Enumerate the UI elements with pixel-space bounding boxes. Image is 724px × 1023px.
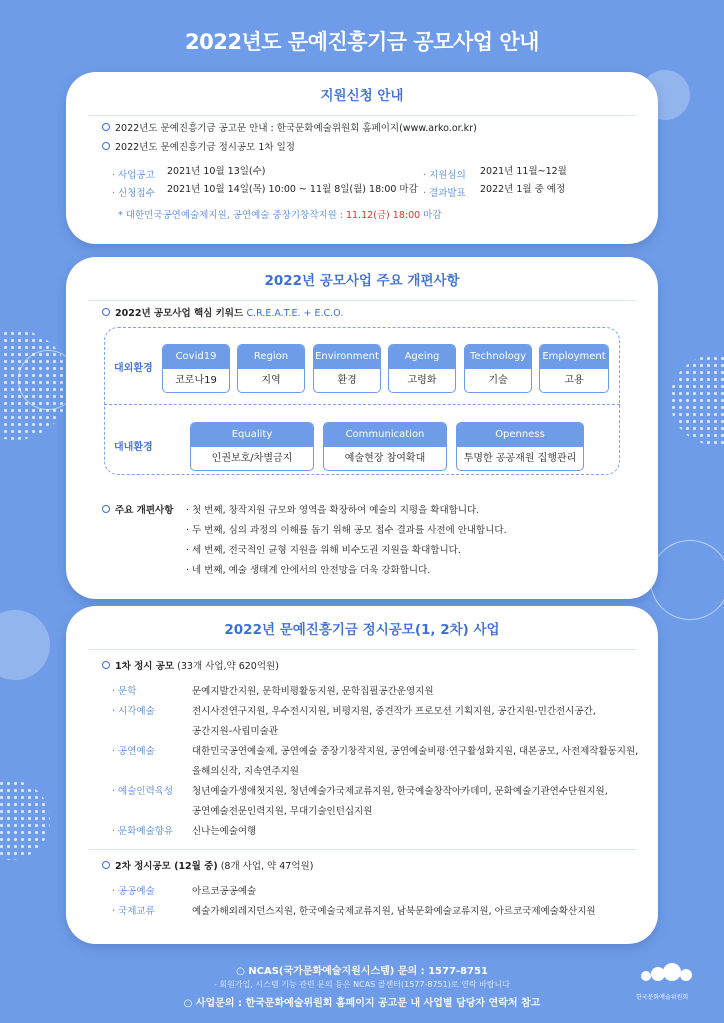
category-text: 올해의신작, 지속연주지원 — [192, 766, 299, 777]
schedule-item — [112, 163, 155, 182]
round2-title: 2차 정시공모 (12월 중) — [115, 861, 218, 872]
keyword-region — [237, 344, 305, 393]
round2-detail: (8개 사업, 약 47억원) — [220, 861, 314, 872]
category-text: 전시사전연구지원, 우수전시지원, 비평지원, 중견작가 프로모션 기획지원, 공간지원-민간전시공간, — [192, 706, 596, 717]
change-item: · 네 번째, 예술 생태계 안에서의 안전망을 더욱 강화합니다. — [186, 565, 431, 576]
category-label: · 예술인력육성 — [112, 786, 174, 797]
keyword-ko: 지역 — [261, 375, 281, 386]
keyword-environment — [313, 344, 381, 393]
ncas-contact: ○ NCAS(국가문화예술지원시스템) 문의 : 1577-8751 — [236, 966, 488, 977]
schedule-label: 사업공고 — [118, 170, 155, 181]
category-text: 공간지원-사립미술관 — [192, 726, 279, 737]
keyword-ko: 환경 — [337, 375, 357, 386]
circle-bullet-icon — [102, 308, 110, 316]
dotted-circle-decoration — [0, 780, 50, 860]
category-label: · 공연예술 — [112, 746, 155, 757]
keyword-ko: 기술 — [488, 375, 508, 386]
keyword-ko: 코로나19 — [175, 375, 217, 386]
change-item: · 세 번째, 전국적인 균형 지원을 위해 비수도권 지원을 확대합니다. — [186, 545, 461, 556]
logo-text: 한국문화예술위원회 — [636, 994, 689, 1001]
schedule-value: 2021년 10월 13일(수) — [167, 166, 266, 177]
schedule-label: 결과발표 — [429, 188, 466, 199]
schedule-value: 2021년 11월~12월 — [480, 166, 567, 177]
regular-grants-card — [66, 606, 658, 944]
notice-text: 2022년도 문예진흥기금 공고문 안내 : 한국문화예술위원회 홈페이지(www.arko.or.kr) — [115, 123, 477, 134]
schedule-value: 2021년 10월 14일(목) 10:00 ~ 11월 8일(월) 18:00 마감 — [167, 184, 418, 195]
category-text: 아르코공공예술 — [192, 886, 257, 897]
section-title: 지원신청 안내 — [88, 72, 636, 116]
page-title: 2022년도 문예진흥기금 공모사업 안내 — [185, 30, 539, 54]
change-item: · 첫 번째, 창작지원 규모와 영역을 확장하여 예술의 지평을 확대합니다. — [186, 505, 480, 516]
keyword-heading — [102, 305, 343, 319]
keyword-ko: 예술현장 참여확대 — [344, 453, 426, 464]
ring-decoration — [650, 540, 724, 620]
arko-logo-icon — [636, 962, 708, 986]
keyword-equality — [190, 422, 314, 471]
category-label: · 공공예술 — [112, 886, 155, 897]
divider — [88, 849, 636, 850]
circle-bullet-icon — [102, 861, 110, 869]
note-suffix: 마감 — [420, 210, 442, 221]
keyword-en: Technology — [465, 345, 531, 369]
application-info-card — [66, 72, 658, 244]
inquiry-contact: ○ 사업문의 : 한국문화예술위원회 홈페이지 공고문 내 사업별 담당자 연락처 참고 — [183, 998, 541, 1009]
category-text: 대한민국공연예술제, 공연예술 중장기창작지원, 공연예술비평·연구활성화지원, 대본공모, 사전제작활동지원, — [192, 746, 639, 757]
keyword-openness — [456, 422, 584, 471]
circle-bullet-icon — [102, 505, 110, 513]
bullet-dot: · — [112, 170, 119, 181]
dotted-circle-decoration — [670, 355, 724, 445]
round1-heading — [102, 658, 279, 672]
keyword-en: Environment — [314, 345, 380, 369]
keyword-ko: 고용 — [564, 375, 584, 386]
schedule-value: 2022년 1월 중 예정 — [480, 184, 566, 195]
keyword-en: Communication — [324, 423, 446, 447]
bullet-dot: · — [423, 170, 430, 181]
category-label: · 국제교류 — [112, 906, 155, 917]
bullet-dot: · — [423, 188, 430, 199]
category-text: 공연예술전문인력지원, 무대기술인턴십지원 — [192, 806, 373, 817]
section-title: 2022년 문예진흥기금 정시공모(1, 2차) 사업 — [88, 606, 636, 650]
dotted-circle-decoration — [0, 330, 70, 440]
keyword-covid19 — [162, 344, 230, 393]
bullet-dot: · — [112, 188, 119, 199]
divider — [104, 404, 620, 405]
notice-line — [102, 120, 477, 134]
round1-detail: (33개 사업,약 620억원) — [177, 661, 279, 672]
keyword-en: Openness — [457, 423, 583, 447]
external-label: 대외환경 — [114, 363, 153, 374]
ncas-note: - 회원가입, 시스템 기능 관련 문의 등은 NCAS 콜센터(1577-8751)로 연락 바랍니다 — [213, 980, 511, 989]
schedule-label: 지원심의 — [429, 170, 466, 181]
keyword-heading-text: 2022년 공모사업 핵심 키워드 — [115, 308, 244, 319]
circle-bullet-icon — [102, 123, 110, 131]
schedule-label: 신청접수 — [118, 188, 155, 199]
category-text: 신나는예술여행 — [192, 826, 257, 837]
circle-bullet-icon — [102, 661, 110, 669]
schedule-heading — [102, 139, 295, 153]
major-changes-card — [66, 257, 658, 599]
keyword-communication — [323, 422, 447, 471]
schedule-item — [112, 181, 155, 200]
category-label: · 문화예술향유 — [112, 826, 174, 837]
keyword-en: Equality — [191, 423, 313, 447]
keyword-code: C.R.E.A.T.E. + E.C.O. — [246, 308, 344, 319]
circle-bullet-icon — [102, 142, 110, 150]
circle-decoration — [0, 610, 50, 680]
keyword-ko: 투명한 공공재원 집행관리 — [463, 453, 577, 464]
keyword-en: Region — [238, 345, 304, 369]
note-deadline: 11.12(금) 18:00 — [345, 210, 421, 221]
keyword-en: Covid19 — [163, 345, 229, 369]
schedule-heading-text: 2022년도 문예진흥기금 정시공모 1차 일정 — [115, 142, 295, 153]
category-text: 문예지발간지원, 문학비평활동지원, 문학집필공간운영지원 — [192, 686, 434, 697]
round1-title: 1차 정시 공모 — [115, 661, 175, 672]
changes-label: 주요 개편사항 — [115, 505, 174, 516]
change-item: · 두 번째, 심의 과정의 이해를 돕기 위해 공모 접수 결과를 사전에 안내합니다. — [186, 525, 507, 536]
internal-label: 대내환경 — [114, 442, 153, 453]
note-text: * 대한민국공연예술제지원, 공연예술 중장기창작지원 : — [118, 210, 346, 221]
keyword-ageing — [388, 344, 456, 393]
arko-logo — [636, 962, 708, 1002]
keyword-en: Ageing — [389, 345, 455, 369]
keyword-technology — [464, 344, 532, 393]
category-text: 청년예술가생애첫지원, 청년예술가국제교류지원, 한국예술창작아카데미, 문화예술기관연수단원지원, — [192, 786, 608, 797]
section-title: 2022년 공모사업 주요 개편사항 — [88, 257, 636, 301]
keyword-ko: 고령화 — [407, 375, 437, 386]
schedule-item — [423, 181, 466, 200]
category-label: · 시각예술 — [112, 706, 155, 717]
round2-heading — [102, 858, 313, 872]
changes-heading — [102, 502, 173, 516]
category-label: · 문학 — [112, 686, 137, 697]
keyword-ko: 인권보호/차별금지 — [211, 453, 293, 464]
keyword-en: Employment — [540, 345, 608, 369]
schedule-item — [423, 163, 466, 182]
keyword-employment — [539, 344, 609, 393]
category-text: 예술가해외레지던스지원, 한국예술국제교류지원, 남북문화예술교류지원, 아르코국제예술확산지원 — [192, 906, 596, 917]
deadline-note — [118, 207, 442, 221]
